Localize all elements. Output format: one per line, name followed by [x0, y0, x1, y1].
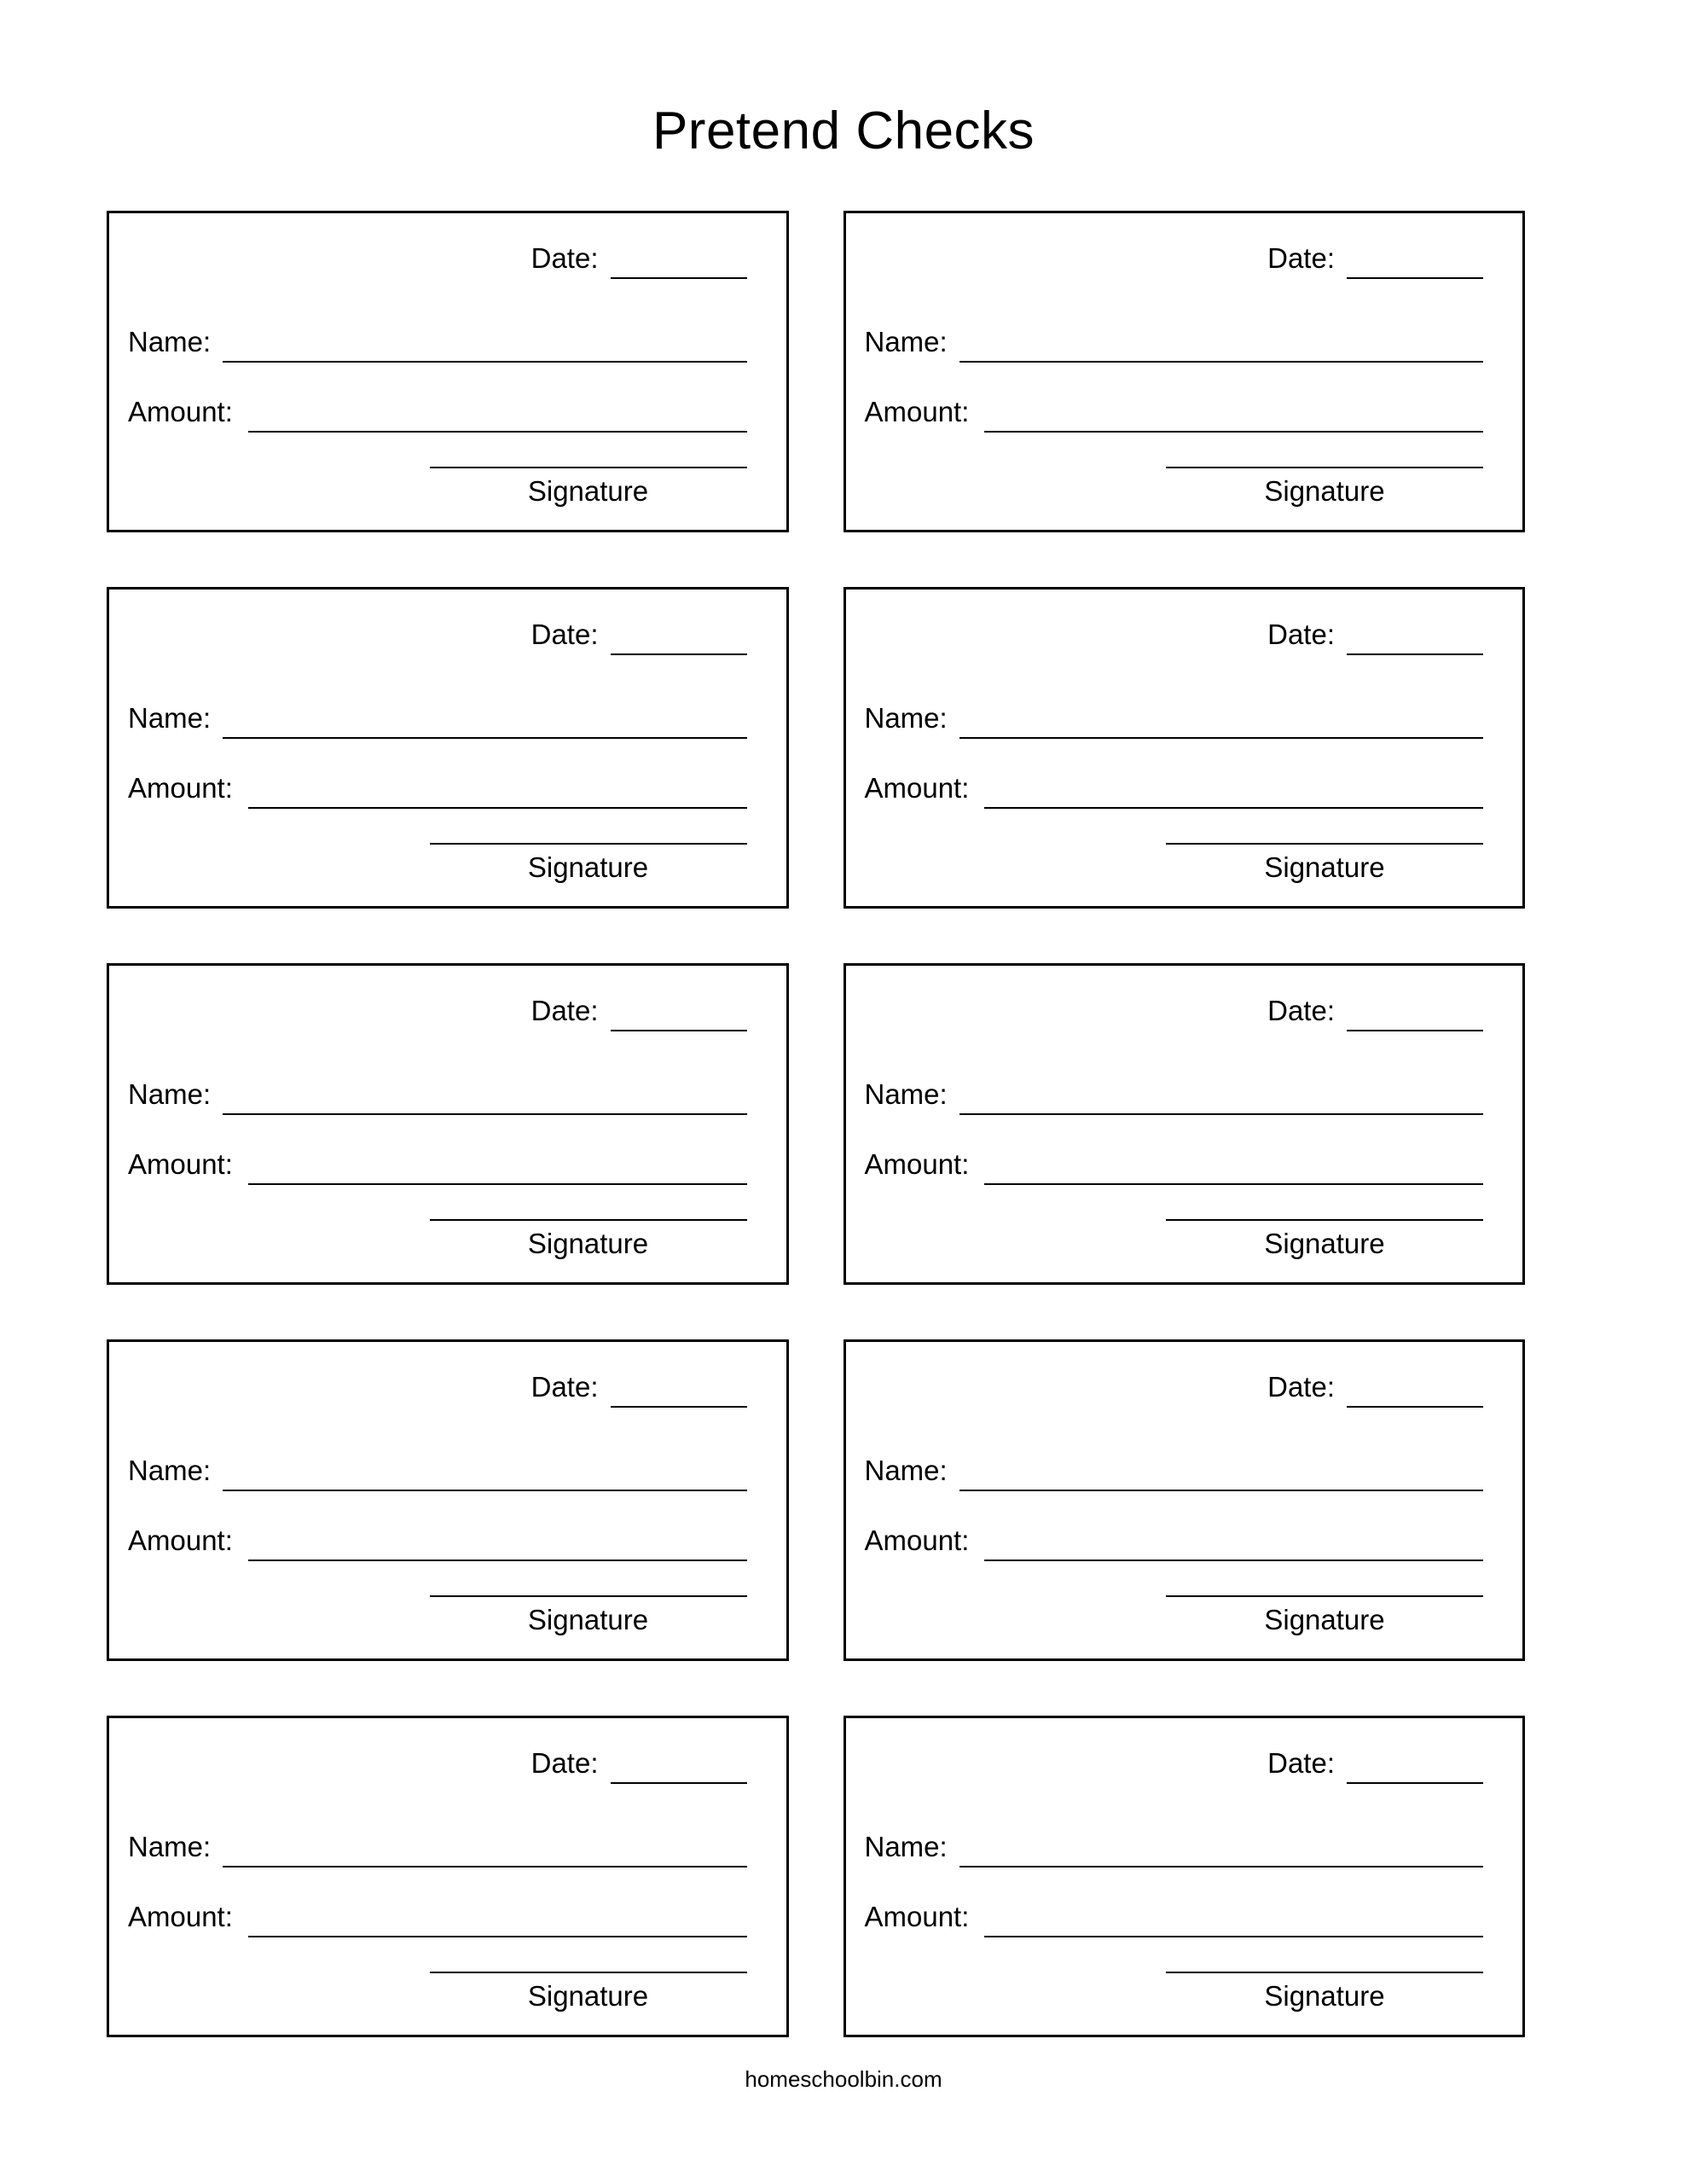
name-row	[128, 326, 747, 358]
check	[107, 587, 789, 909]
amount-label: Amount:	[864, 772, 970, 804]
amount-field-line	[984, 1531, 1483, 1561]
date-row	[865, 1747, 1484, 1780]
amount-label: Amount:	[864, 1525, 970, 1556]
amount-label: Amount:	[128, 1148, 233, 1180]
amount-label: Amount:	[864, 1901, 970, 1932]
amount-field-line	[984, 1155, 1483, 1185]
amount-field-line	[248, 1155, 747, 1185]
check	[844, 963, 1526, 1285]
date-row	[128, 619, 747, 651]
signature-block	[430, 466, 747, 508]
signature-block	[430, 1594, 747, 1636]
amount-row	[865, 1525, 1484, 1557]
name-row	[128, 1078, 747, 1111]
amount-field-line	[248, 1531, 747, 1561]
name-label: Name:	[128, 702, 212, 734]
name-field-line	[959, 333, 1483, 363]
signature-label: Signature	[527, 1980, 649, 2012]
date-row	[128, 995, 747, 1027]
amount-row	[128, 1901, 747, 1933]
name-row	[865, 326, 1484, 358]
signature-label: Signature	[1264, 1604, 1385, 1635]
amount-row	[128, 1148, 747, 1181]
check	[107, 211, 789, 532]
amount-label: Amount:	[128, 772, 233, 804]
signature-label: Signature	[1264, 851, 1385, 883]
date-field-line	[611, 1754, 747, 1784]
date-label: Date:	[530, 242, 599, 274]
signature-block	[430, 842, 747, 884]
date-label: Date:	[530, 1747, 599, 1779]
signature-block	[1166, 1971, 1483, 2013]
name-field-line	[223, 1085, 746, 1115]
amount-label: Amount:	[864, 1148, 970, 1180]
name-row	[128, 702, 747, 735]
amount-field-line	[248, 403, 747, 433]
signature-label: Signature	[527, 1228, 649, 1259]
name-field-line	[959, 1461, 1483, 1491]
date-row	[865, 995, 1484, 1027]
name-field-line	[223, 1838, 746, 1867]
amount-row	[128, 1525, 747, 1557]
name-field-line	[223, 333, 746, 363]
signature-block	[430, 1971, 747, 2013]
name-label: Name:	[864, 702, 948, 734]
name-field-line	[959, 709, 1483, 739]
name-field-line	[959, 1085, 1483, 1115]
date-label: Date:	[1267, 995, 1335, 1026]
name-label: Name:	[864, 1078, 948, 1110]
date-label: Date:	[530, 1371, 599, 1403]
signature-label: Signature	[1264, 475, 1385, 507]
signature-line	[430, 1218, 747, 1221]
name-label: Name:	[128, 1831, 212, 1862]
checks-grid	[107, 211, 1525, 2037]
name-row	[865, 702, 1484, 735]
date-row	[865, 1371, 1484, 1403]
signature-line	[430, 842, 747, 845]
date-row	[128, 1371, 747, 1403]
date-field-line	[1347, 625, 1483, 655]
date-field-line	[611, 249, 747, 279]
name-field-line	[223, 1461, 746, 1491]
check	[844, 1339, 1526, 1661]
signature-line	[430, 1594, 747, 1597]
name-field-line	[959, 1838, 1483, 1867]
amount-field-line	[984, 779, 1483, 809]
check	[844, 587, 1526, 909]
date-field-line	[1347, 1002, 1483, 1031]
date-label: Date:	[530, 995, 599, 1026]
signature-line	[1166, 466, 1483, 468]
check	[844, 1716, 1526, 2037]
date-field-line	[1347, 1378, 1483, 1408]
signature-block	[1166, 1594, 1483, 1636]
amount-row	[128, 396, 747, 428]
check	[107, 1339, 789, 1661]
amount-row	[865, 772, 1484, 804]
check	[107, 1716, 789, 2037]
signature-label: Signature	[1264, 1980, 1385, 2012]
name-row	[865, 1078, 1484, 1111]
date-field-line	[1347, 1754, 1483, 1784]
signature-block	[1166, 466, 1483, 508]
name-row	[865, 1455, 1484, 1487]
amount-label: Amount:	[864, 396, 970, 427]
footer-url: homeschoolbin.com	[745, 2066, 942, 2092]
signature-block	[1166, 842, 1483, 884]
page-title: Pretend Checks	[652, 102, 1035, 160]
check	[844, 211, 1526, 532]
name-label: Name:	[128, 1455, 212, 1486]
date-label: Date:	[1267, 1371, 1335, 1403]
signature-line	[430, 1971, 747, 1973]
date-field-line	[1347, 249, 1483, 279]
signature-line	[1166, 1218, 1483, 1221]
name-field-line	[223, 709, 746, 739]
amount-field-line	[248, 1908, 747, 1937]
signature-block	[1166, 1218, 1483, 1260]
date-label: Date:	[1267, 1747, 1335, 1779]
date-label: Date:	[1267, 619, 1335, 650]
date-field-line	[611, 1378, 747, 1408]
amount-label: Amount:	[128, 1901, 233, 1932]
signature-label: Signature	[527, 851, 649, 883]
signature-label: Signature	[1264, 1228, 1385, 1259]
amount-row	[865, 1901, 1484, 1933]
name-row	[128, 1455, 747, 1487]
name-label: Name:	[864, 1455, 948, 1486]
amount-field-line	[984, 1908, 1483, 1937]
date-field-line	[611, 625, 747, 655]
amount-row	[865, 396, 1484, 428]
name-label: Name:	[128, 1078, 212, 1110]
amount-field-line	[984, 403, 1483, 433]
name-label: Name:	[864, 1831, 948, 1862]
signature-line	[1166, 1594, 1483, 1597]
amount-row	[865, 1148, 1484, 1181]
amount-row	[128, 772, 747, 804]
date-field-line	[611, 1002, 747, 1031]
name-row	[128, 1831, 747, 1863]
date-label: Date:	[1267, 242, 1335, 274]
amount-label: Amount:	[128, 1525, 233, 1556]
date-row	[128, 242, 747, 275]
signature-line	[430, 466, 747, 468]
signature-line	[1166, 842, 1483, 845]
signature-label: Signature	[527, 1604, 649, 1635]
check	[107, 963, 789, 1285]
name-row	[865, 1831, 1484, 1863]
date-row	[865, 242, 1484, 275]
date-row	[865, 619, 1484, 651]
date-label: Date:	[530, 619, 599, 650]
signature-block	[430, 1218, 747, 1260]
amount-label: Amount:	[128, 396, 233, 427]
name-label: Name:	[128, 326, 212, 357]
signature-line	[1166, 1971, 1483, 1973]
name-label: Name:	[864, 326, 948, 357]
date-row	[128, 1747, 747, 1780]
amount-field-line	[248, 779, 747, 809]
signature-label: Signature	[527, 475, 649, 507]
